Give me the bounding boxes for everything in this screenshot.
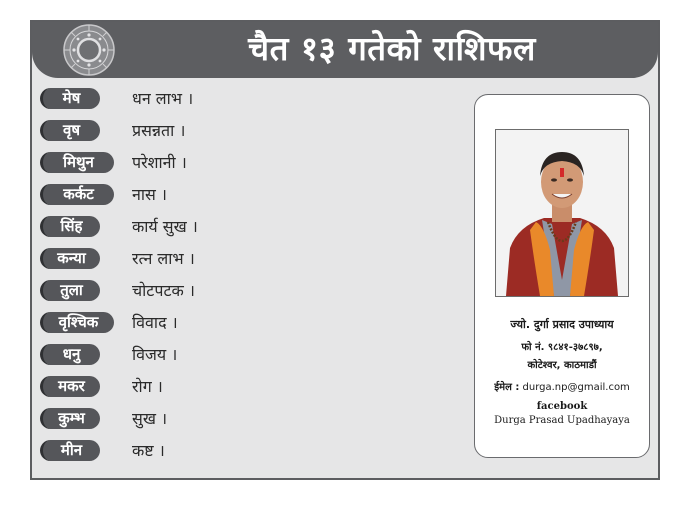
email-address[interactable]: durga.np@gmail.com xyxy=(522,382,630,393)
sign-prediction: विजय । xyxy=(132,345,178,364)
list-item xyxy=(40,376,380,400)
zodiac-wheel-icon xyxy=(62,23,116,77)
sign-badge: वृष xyxy=(40,120,100,141)
sign-prediction: चोटपटक । xyxy=(132,281,195,300)
astrologer-name: ज्यो. दुर्गा प्रसाद उपाध्याय xyxy=(510,318,614,331)
list-item xyxy=(40,248,380,272)
list-item xyxy=(40,216,380,240)
astrologer-photo xyxy=(495,129,629,297)
sign-prediction: कष्ट । xyxy=(132,441,165,460)
horoscope-panel xyxy=(30,20,660,480)
sign-prediction: परेशानी । xyxy=(132,153,187,172)
sign-prediction: प्रसन्नता । xyxy=(132,121,186,140)
list-item xyxy=(40,88,380,112)
header-bar xyxy=(32,22,658,78)
sign-badge: कर्कट xyxy=(40,184,114,205)
facebook-label: facebook xyxy=(536,401,588,412)
facebook-name[interactable]: Durga Prasad Upadhayaya xyxy=(494,415,630,426)
astrologer-card xyxy=(474,94,650,458)
sign-prediction: धन लाभ । xyxy=(132,89,194,108)
astrologer-phone: फो नं. ९८४१-३७८९७, xyxy=(521,342,603,353)
page-title: चैत १३ गतेको राशिफल xyxy=(248,29,536,68)
sign-badge: सिंह xyxy=(40,216,100,237)
list-item xyxy=(40,152,380,176)
sign-badge: धनु xyxy=(40,344,100,365)
sign-prediction: रत्न लाभ । xyxy=(132,249,195,268)
sign-badge: वृश्चिक xyxy=(40,312,114,333)
list-item xyxy=(40,440,380,464)
list-item xyxy=(40,120,380,144)
email-label: ईमेल : xyxy=(494,382,520,393)
portrait-image xyxy=(496,130,628,296)
sign-prediction: विवाद । xyxy=(132,313,178,332)
astrologer-address: कोटेश्वर, काठमाडौं xyxy=(527,360,597,371)
list-item xyxy=(40,344,380,368)
list-item xyxy=(40,312,380,336)
sign-badge: कन्या xyxy=(40,248,100,269)
sign-badge: तुला xyxy=(40,280,100,301)
sign-prediction: सुख । xyxy=(132,409,168,428)
sign-prediction: रोग । xyxy=(132,377,163,396)
sign-prediction: कार्य सुख । xyxy=(132,217,198,236)
list-item xyxy=(40,408,380,432)
sign-prediction: नास । xyxy=(132,185,167,204)
sign-badge: मिथुन xyxy=(40,152,114,173)
list-item xyxy=(40,280,380,304)
list-item xyxy=(40,184,380,208)
email-row xyxy=(475,379,649,393)
sign-badge: मकर xyxy=(40,376,100,397)
sign-badge: मीन xyxy=(40,440,100,461)
sign-badge: मेष xyxy=(40,88,100,109)
sign-badge: कुम्भ xyxy=(40,408,100,429)
